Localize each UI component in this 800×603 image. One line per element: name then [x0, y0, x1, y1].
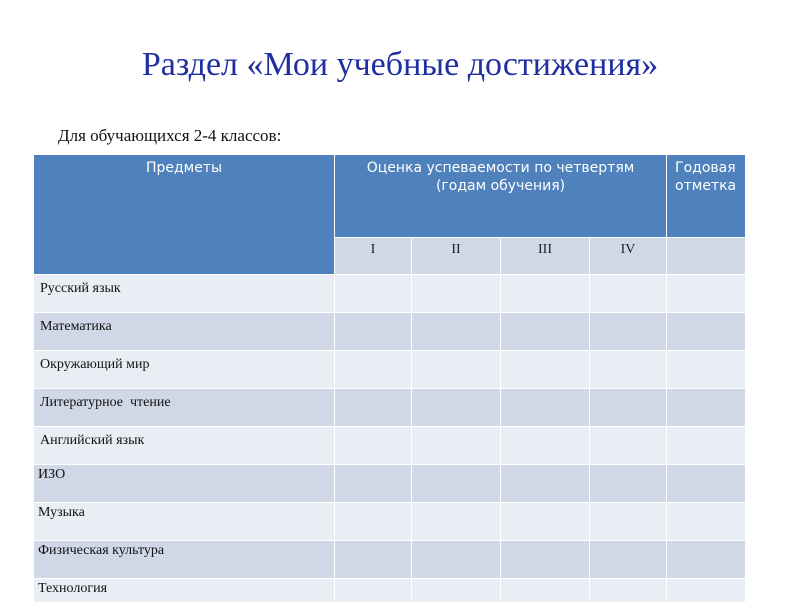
annual-grade-header: Годовая отметка	[667, 155, 746, 238]
subject-cell: Технология	[34, 579, 335, 603]
grade-cell[interactable]	[590, 579, 667, 603]
subject-cell: Английский язык	[34, 427, 335, 465]
grade-cell[interactable]	[412, 389, 501, 427]
grade-cell[interactable]	[412, 427, 501, 465]
grade-cell[interactable]	[501, 541, 590, 579]
grade-cell[interactable]	[335, 427, 412, 465]
subject-cell: Физическая культура	[34, 541, 335, 579]
subject-cell: Музыка	[34, 503, 335, 541]
grade-cell[interactable]	[590, 313, 667, 351]
subject-cell: Русский язык	[34, 275, 335, 313]
grade-cell[interactable]	[335, 313, 412, 351]
page-title: Раздел «Мои учебные достижения»	[141, 46, 659, 83]
quarter-2-header: II	[412, 238, 501, 275]
subject-cell: Математика	[34, 313, 335, 351]
grade-cell[interactable]	[590, 503, 667, 541]
annual-grade-cell[interactable]	[667, 351, 746, 389]
grade-cell[interactable]	[335, 275, 412, 313]
grades-header: Оценка успеваемости по четвертям (годам обучения)	[335, 155, 667, 238]
grade-cell[interactable]	[335, 579, 412, 603]
grade-cell[interactable]	[335, 541, 412, 579]
grade-cell[interactable]	[590, 541, 667, 579]
grade-cell[interactable]	[335, 351, 412, 389]
subject-cell: ИЗО	[34, 465, 335, 503]
table-row	[34, 541, 746, 579]
grade-cell[interactable]	[412, 313, 501, 351]
grade-cell[interactable]	[412, 275, 501, 313]
grade-cell[interactable]	[501, 313, 590, 351]
table-row	[34, 579, 746, 603]
grade-cell[interactable]	[412, 503, 501, 541]
grade-cell[interactable]	[335, 503, 412, 541]
grade-cell[interactable]	[590, 389, 667, 427]
page-subtitle: Для обучающихся 2-4 классов:	[58, 126, 282, 145]
grade-cell[interactable]	[501, 389, 590, 427]
annual-grade-cell[interactable]	[667, 427, 746, 465]
annual-grade-cell[interactable]	[667, 579, 746, 603]
grade-cell[interactable]	[590, 465, 667, 503]
grade-cell[interactable]	[412, 351, 501, 389]
annual-grade-cell[interactable]	[667, 465, 746, 503]
grade-cell[interactable]	[501, 579, 590, 603]
table-row	[34, 465, 746, 503]
annual-grade-cell[interactable]	[667, 313, 746, 351]
grade-cell[interactable]	[501, 465, 590, 503]
annual-grade-cell[interactable]	[667, 275, 746, 313]
annual-grade-cell[interactable]	[667, 541, 746, 579]
quarter-3-header: III	[501, 238, 590, 275]
quarter-1-header: I	[335, 238, 412, 275]
grade-cell[interactable]	[501, 503, 590, 541]
grade-cell[interactable]	[412, 541, 501, 579]
annual-grade-cell[interactable]	[667, 389, 746, 427]
grade-cell[interactable]	[590, 275, 667, 313]
quarter-4-header: IV	[590, 238, 667, 275]
table-row	[34, 313, 746, 351]
annual-grade-subheader	[667, 238, 746, 275]
grade-cell[interactable]	[335, 465, 412, 503]
table-row	[34, 503, 746, 541]
grade-cell[interactable]	[335, 389, 412, 427]
grade-cell[interactable]	[501, 351, 590, 389]
grade-cell[interactable]	[590, 351, 667, 389]
achievements-table	[33, 154, 746, 603]
subject-cell: Литературное чтение	[34, 389, 335, 427]
subjects-header: Предметы	[34, 155, 335, 275]
subject-cell: Окружающий мир	[34, 351, 335, 389]
grade-cell[interactable]	[501, 275, 590, 313]
table-row	[34, 275, 746, 313]
table-row	[34, 389, 746, 427]
grade-cell[interactable]	[501, 427, 590, 465]
table-row	[34, 427, 746, 465]
grade-cell[interactable]	[590, 427, 667, 465]
table-row	[34, 351, 746, 389]
annual-grade-cell[interactable]	[667, 503, 746, 541]
grade-cell[interactable]	[412, 465, 501, 503]
grade-cell[interactable]	[412, 579, 501, 603]
